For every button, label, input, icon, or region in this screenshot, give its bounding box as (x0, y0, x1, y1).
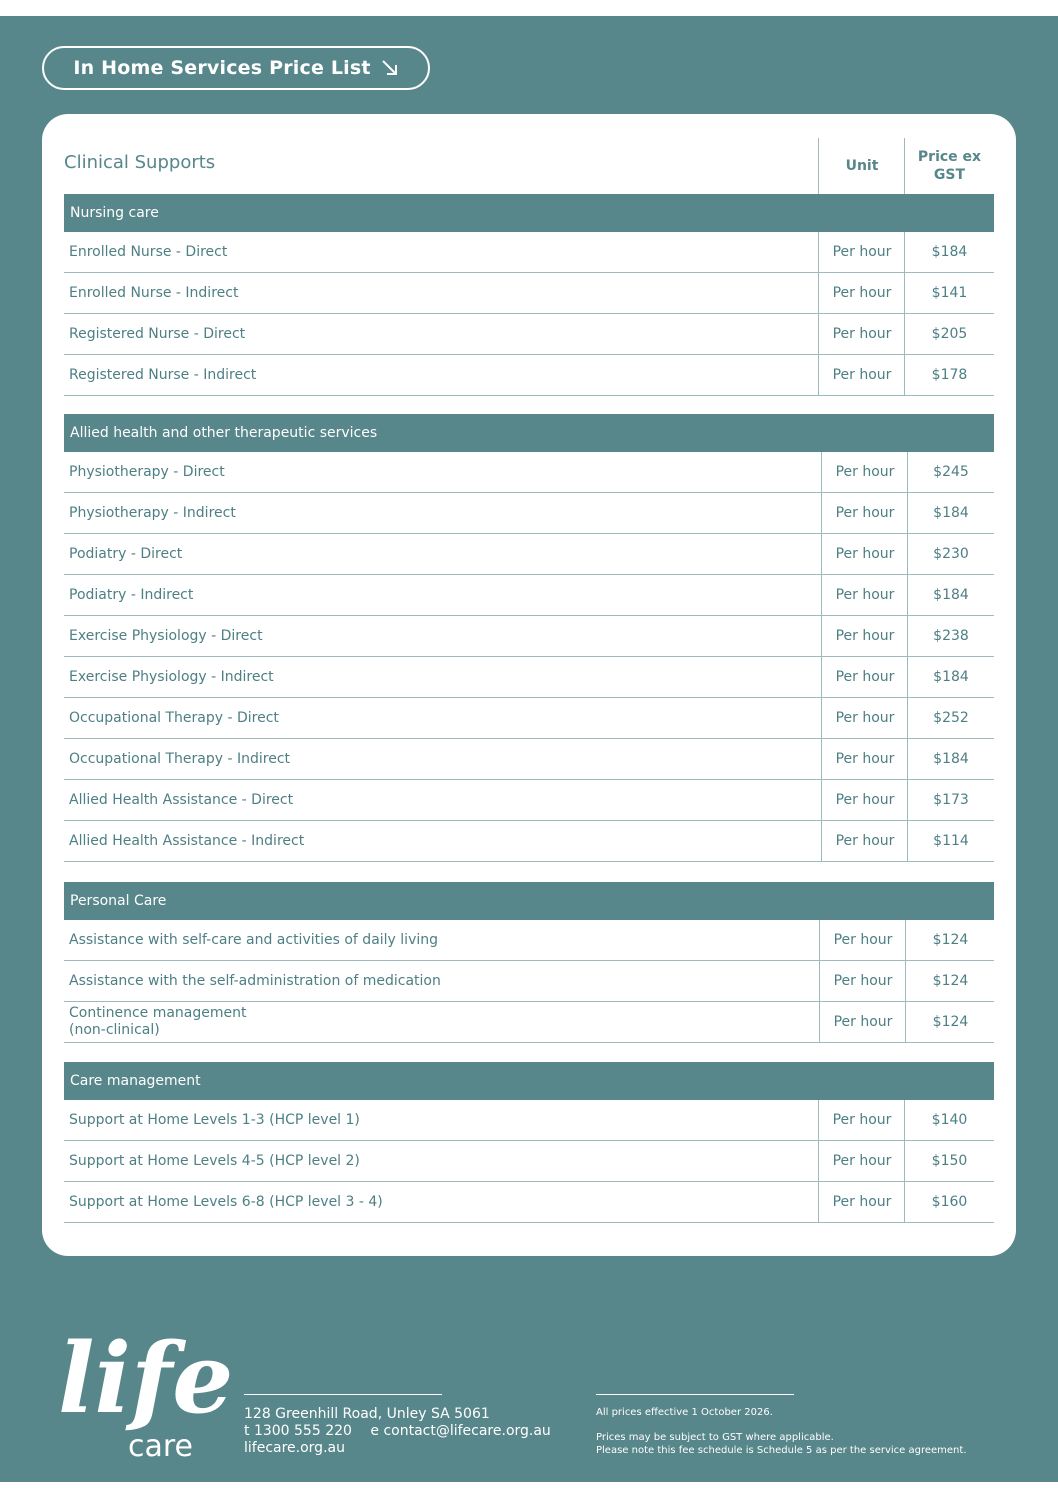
unit-cell: Per hour (819, 961, 906, 1001)
unit-cell: Per hour (818, 273, 905, 313)
unit-cell: Per hour (821, 780, 908, 820)
service-name: Support at Home Levels 4-5 (HCP level 2) (69, 1152, 360, 1169)
page-title: In Home Services Price List (73, 57, 371, 79)
table-row (64, 780, 994, 821)
service-name: Occupational Therapy - Indirect (69, 750, 291, 767)
price-cell: $238 (907, 616, 994, 656)
unit-cell: Per hour (821, 452, 908, 492)
price-cell: $173 (907, 780, 994, 820)
price-cell: $124 (905, 920, 995, 960)
unit-cell: Per hour (821, 534, 908, 574)
service-name: Continence management (non-clinical) (69, 1005, 247, 1038)
price-cell: $124 (905, 961, 995, 1001)
price-cell: $245 (907, 452, 994, 492)
unit-cell: Per hour (821, 575, 908, 615)
footer-rule-left (244, 1394, 442, 1395)
table-row (64, 616, 994, 657)
page-background (0, 16, 1058, 1482)
table-row (64, 1100, 994, 1141)
service-name: Registered Nurse - Indirect (69, 366, 257, 383)
unit-cell: Per hour (818, 1100, 905, 1140)
service-name: Allied Health Assistance - Direct (69, 791, 294, 808)
table-row (64, 1002, 994, 1043)
service-name: Occupational Therapy - Direct (69, 709, 279, 726)
unit-cell: Per hour (819, 920, 906, 960)
unit-cell: Per hour (818, 232, 905, 272)
website-link[interactable]: lifecare.org.au (244, 1440, 345, 1456)
unit-cell: Per hour (821, 616, 908, 656)
table-row (64, 1182, 994, 1223)
unit-cell: Per hour (818, 1182, 905, 1222)
service-name: Exercise Physiology - Direct (69, 627, 263, 644)
unit-cell: Per hour (821, 821, 908, 861)
table-row (64, 575, 994, 616)
price-cell: $184 (907, 493, 994, 533)
unit-cell: Per hour (818, 314, 905, 354)
price-list-title-button[interactable] (42, 46, 430, 90)
section-care-management (64, 1062, 994, 1223)
table-row (64, 821, 994, 862)
section-heading: Care management (64, 1062, 994, 1100)
schedule-note: Please note this fee schedule is Schedule 5 as per the service agreement. (596, 1445, 967, 1456)
table-row (64, 273, 994, 314)
svg-text:care: care (128, 1429, 194, 1464)
service-name: Exercise Physiology - Indirect (69, 668, 274, 685)
table-row (64, 1141, 994, 1182)
unit-column-header: Unit (818, 138, 905, 194)
table-row (64, 232, 994, 273)
section-nursing-care (64, 194, 994, 396)
price-cell: $160 (904, 1182, 994, 1222)
table-row (64, 314, 994, 355)
arrow-down-right-icon (381, 59, 399, 77)
table-row (64, 452, 994, 493)
table-row (64, 739, 994, 780)
address-text: 128 Greenhill Road, Unley SA 5061 (244, 1406, 490, 1422)
price-cell: $184 (907, 575, 994, 615)
table-row (64, 698, 994, 739)
service-name: Support at Home Levels 6-8 (HCP level 3 - 4) (69, 1193, 383, 1210)
service-name: Assistance with self-care and activities of daily living (69, 931, 438, 948)
service-name: Allied Health Assistance - Indirect (69, 832, 305, 849)
price-cell: $252 (907, 698, 994, 738)
service-name: Enrolled Nurse - Indirect (69, 284, 239, 301)
service-name: Assistance with the self-administration of medication (69, 972, 441, 989)
unit-cell: Per hour (821, 698, 908, 738)
unit-cell: Per hour (818, 1141, 905, 1181)
price-cell: $184 (907, 657, 994, 697)
price-cell: $140 (904, 1100, 994, 1140)
service-name: Physiotherapy - Indirect (69, 504, 236, 521)
price-cell: $141 (904, 273, 994, 313)
section-heading: Personal Care (64, 882, 994, 920)
pricing-notes (596, 1406, 967, 1457)
table-row (64, 355, 994, 396)
price-cell: $150 (904, 1141, 994, 1181)
price-cell: $184 (904, 232, 994, 272)
table-title: Clinical Supports (64, 152, 216, 173)
unit-cell: Per hour (818, 355, 905, 395)
price-cell: $205 (904, 314, 994, 354)
section-personal-care (64, 882, 994, 1043)
gst-note: Prices may be subject to GST where applicable. (596, 1432, 834, 1443)
lifecare-logo (58, 1314, 234, 1468)
service-name: Registered Nurse - Direct (69, 325, 246, 342)
unit-cell: Per hour (821, 657, 908, 697)
phone-text: t 1300 555 220 (244, 1423, 352, 1439)
table-row (64, 493, 994, 534)
price-column-header: Price ex GST (904, 138, 994, 194)
contact-details (244, 1406, 551, 1457)
effective-date-note: All prices effective 1 October 2026. (596, 1407, 773, 1418)
price-cell: $114 (907, 821, 994, 861)
price-cell: $230 (907, 534, 994, 574)
svg-text:life: life (58, 1322, 234, 1435)
table-row (64, 961, 994, 1002)
service-name: Support at Home Levels 1-3 (HCP level 1) (69, 1111, 360, 1128)
section-heading: Nursing care (64, 194, 994, 232)
service-name: Podiatry - Indirect (69, 586, 194, 603)
price-cell: $124 (905, 1002, 995, 1042)
unit-cell: Per hour (821, 493, 908, 533)
table-row (64, 534, 994, 575)
footer-rule-right (596, 1394, 794, 1395)
table-header (64, 138, 993, 194)
table-row (64, 920, 994, 961)
section-allied-health-and-other-therapeutic-services (64, 414, 994, 862)
unit-cell: Per hour (821, 739, 908, 779)
service-name: Physiotherapy - Direct (69, 463, 225, 480)
price-table-card (42, 114, 1016, 1256)
table-row (64, 657, 994, 698)
email-link[interactable]: e contact@lifecare.org.au (370, 1423, 551, 1439)
unit-cell: Per hour (819, 1002, 906, 1042)
service-name: Podiatry - Direct (69, 545, 183, 562)
price-cell: $178 (904, 355, 994, 395)
price-cell: $184 (907, 739, 994, 779)
section-heading: Allied health and other therapeutic services (64, 414, 994, 452)
service-name: Enrolled Nurse - Direct (69, 243, 228, 260)
